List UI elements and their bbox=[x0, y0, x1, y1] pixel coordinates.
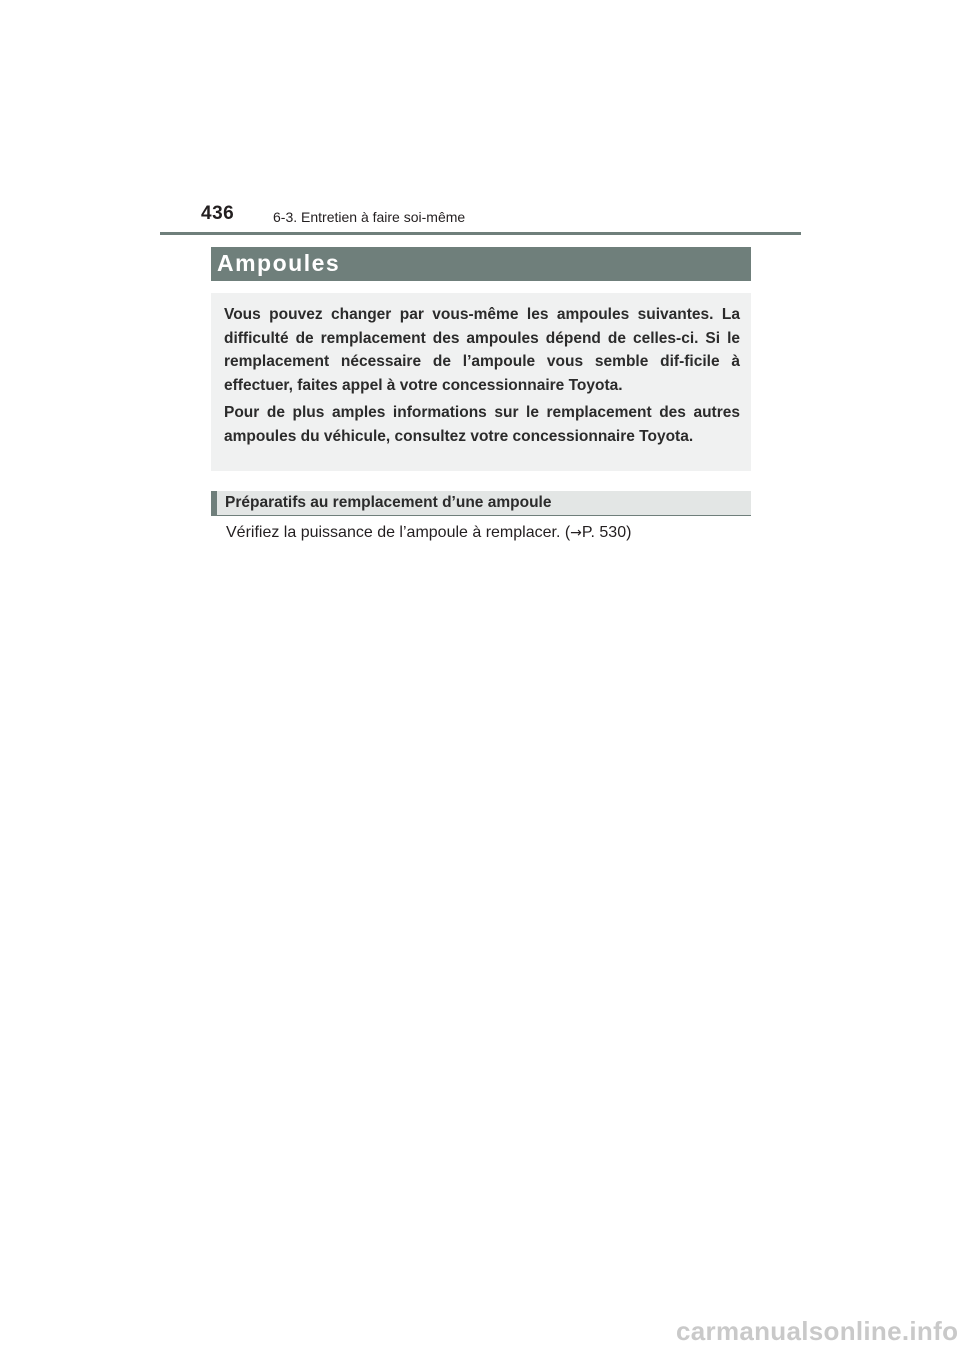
page-title: Ampoules bbox=[217, 250, 341, 276]
header-rule bbox=[160, 232, 801, 235]
intro-box bbox=[211, 293, 751, 471]
subsection-title: Préparatifs au remplacement d’une ampoule bbox=[225, 494, 552, 511]
subsection-header bbox=[211, 491, 751, 516]
section-label: 6-3. Entretien à faire soi-même bbox=[273, 209, 466, 225]
subsection-body bbox=[226, 524, 631, 542]
watermark: carmanualsonline.info bbox=[676, 1316, 959, 1346]
arrow-icon: → bbox=[570, 525, 582, 541]
body-text: Vérifiez la puissance de l’ampoule à remplacer. ( bbox=[226, 524, 571, 541]
page-number: 436 bbox=[201, 203, 235, 224]
page-reference-link[interactable]: P. 530) bbox=[581, 524, 632, 541]
intro-paragraph-1: Vous pouvez changer par vous-même les ampoules suivantes. La difficulté de remplacement des ampoules dépend de celles-ci. Si le remplacement nécessaire de l’ampoule vous semble dif-ficile à effectuer, faites appel à votre concessionnaire Toyota. bbox=[224, 306, 740, 394]
intro-paragraph-2: Pour de plus amples informations sur le remplacement des autres ampoules du véhicule, consultez votre concessionnaire Toyota. bbox=[224, 404, 740, 445]
title-bar bbox=[211, 247, 751, 281]
